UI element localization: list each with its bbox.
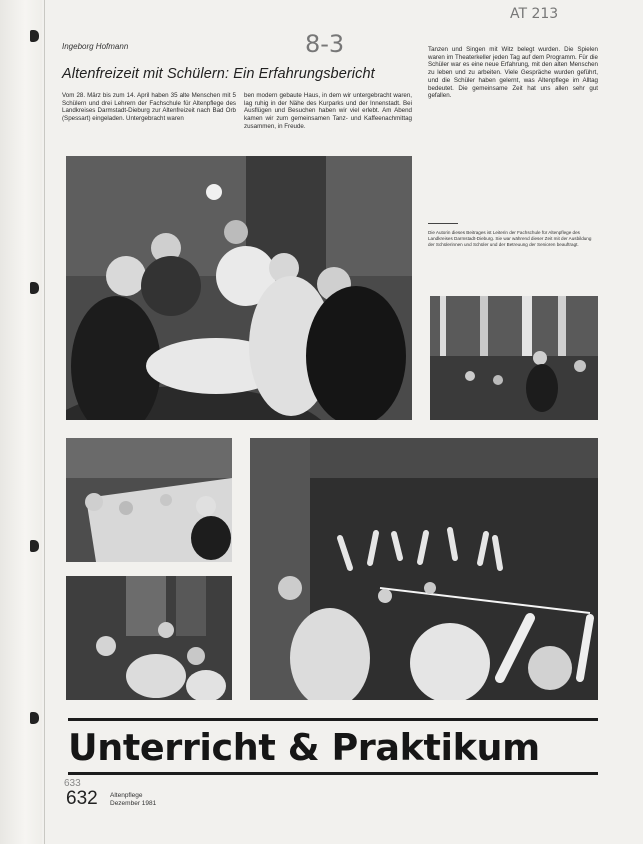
article-column-3: Tanzen und Singen mit Witz belegt wurden. Die Spielen waren im Theaterkeller jeden Tag auf dem Programm. Für die Schüler war es eine neue Erfahrung, mit den alten Menschen zu leben und zu arbeiten. Viele Gespräche wurden geführt, und die Schüler haben gelernt, was Altenpflege im Alltag bedeutet. Die gemeinsame Zeit hat uns allen sehr gut gefallen. [428,46,598,100]
page-number-shadow: 633 [64,778,81,789]
journal-issue: Dezember 1981 [110,800,157,807]
punch-hole [30,30,39,42]
author-footnote: Die Autorin dieses Beitrages ist Leiterin der Fachschule für Altenpflege des Landkreises Darmstadt-Dieburg. Sie war während dieser Zeit mit der Ausbildung der Schülerinnen und Schüler und der Betreuung der Senioren beauftragt. [428,230,592,247]
photo-group-at-table [66,156,412,420]
handwritten-page-mark: 8-3 [305,30,345,58]
article-column-1: Vom 28. März bis zum 14. April haben 35 alte Menschen mit 5 Schülern und drei Lehrern der Fachschule für Altenpflege des Landkreises Darmstadt-Dieburg zur Altenfreizeit nach Bad Orb (Spessart) eingeladen. Untergebracht waren [62,92,236,123]
photo-seated-group [66,576,232,700]
photo-group-exercise [250,438,598,700]
punch-hole [30,712,39,724]
photo-long-table [66,438,232,562]
punch-hole [30,540,39,552]
page-edge [44,0,45,844]
handwritten-archive-code: AT 213 [510,6,559,22]
banner-bottom-rule [68,772,598,775]
page-number: 632 [66,788,98,809]
binder-strip [0,0,42,844]
journal-name: Altenpflege [110,792,143,799]
punch-hole [30,282,39,294]
section-banner: Unterricht & Praktikum [68,726,540,769]
author-byline: Ingeborg Hofmann [62,42,129,51]
article-headline: Altenfreizeit mit Schülern: Ein Erfahrungsbericht [62,66,375,82]
footnote-rule [428,223,458,224]
article-column-2: ben modern gebaute Haus, in dem wir untergebracht waren, lag ruhig in der Nähe des Kurparks und der Innenstadt. Bei Ausflügen und Besuchen haben wir viel erlebt. Am Abend kamen wir zum gemeinsamen Tanz- und Kaffeenachmittag zusammen, in Freude. [244,92,412,130]
banner-top-rule [68,718,598,721]
photo-dining-hall [430,296,598,420]
journal-info [110,792,156,808]
